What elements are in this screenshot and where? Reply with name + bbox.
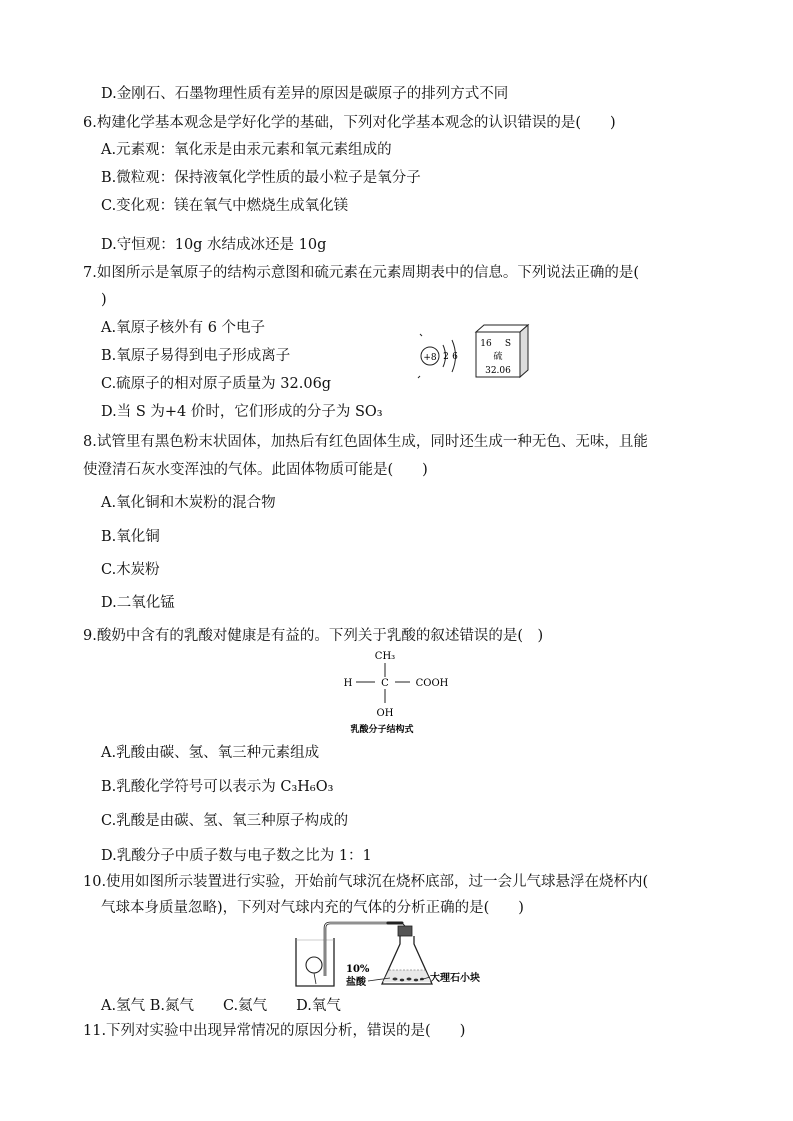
q7-option-d: D.当 S 为+4 价时，它们形成的分子为 SO₃ [101, 404, 383, 420]
q8-option-c: C.木炭粉 [101, 562, 160, 578]
q5-option-d: D.金刚石、石墨物理性质有差异的原因是碳原子的排列方式不同 [101, 86, 509, 102]
structure-caption: 乳酸分子结构式 [350, 725, 414, 735]
q7-option-a: A.氧原子核外有 6 个电子 [101, 320, 266, 336]
q8-option-a: A.氧化铜和木炭粉的混合物 [101, 495, 276, 511]
structure-bottom: OH [376, 708, 394, 719]
element-number: 16 [480, 339, 492, 349]
lactic-acid-structure [335, 646, 465, 738]
q8-option-d: D.二氧化锰 [101, 595, 175, 611]
q7-stem-cont: ) [101, 292, 107, 308]
q10-stem: 10.使用如图所示装置进行实验，开始前气球沉在烧杯底部，过一会儿气球悬浮在烧杯内( [83, 874, 649, 890]
element-mass: 32.06 [485, 366, 511, 376]
solid-label: 大理石小块 [430, 973, 480, 984]
q7-option-c: C.硫原子的相对原子质量为 32.06g [101, 376, 332, 392]
sulfur-element-card [472, 322, 532, 380]
q7-option-b: B.氧原子易得到电子形成离子 [101, 348, 291, 364]
structure-right: COOH [415, 678, 449, 689]
q6-option-c: C.变化观：镁在氧气中燃烧生成氧化镁 [101, 198, 349, 214]
q9-stem: 9.酸奶中含有的乳酸对健康是有益的。下列关于乳酸的叙述错误的是( ) [83, 628, 544, 644]
oxygen-atom-diagram [412, 330, 472, 384]
acid-concentration-label: 10% [346, 964, 370, 975]
structure-left: H [343, 678, 353, 689]
structure-center: C [381, 678, 389, 689]
apparatus-diagram [292, 918, 507, 992]
q6-option-b: B.微粒观：保持液氧化学性质的最小粒子是氧分子 [101, 170, 421, 186]
q6-stem: 6.构建化学基本观念是学好化学的基础，下列对化学基本观念的认识错误的是( ) [83, 115, 616, 131]
structure-top: CH₃ [374, 651, 396, 662]
balloon-shape [306, 957, 322, 973]
atom-shell2-count: 6 [452, 352, 458, 362]
q8-stem-cont: 使澄清石灰水变浑浊的气体。此固体物质可能是( ) [83, 462, 428, 478]
q11-stem: 11.下列对实验中出现异常情况的原因分析，错误的是( ) [83, 1023, 466, 1039]
q10-options: A.氢气 B.氮气 C.氦气 D.氧气 [101, 998, 341, 1014]
q9-option-d: D.乳酸分子中质子数与电子数之比为 1：1 [101, 848, 372, 864]
q9-option-b: B.乳酸化学符号可以表示为 C₃H₆O₃ [101, 779, 334, 795]
q9-option-c: C.乳酸是由碳、氢、氧三种原子构成的 [101, 813, 349, 829]
q6-option-d: D.守恒观：10g 水结成冰还是 10g [101, 237, 327, 253]
atom-nucleus-label: +8 [423, 353, 437, 363]
atom-shell1-count: 2 [443, 352, 449, 362]
q6-option-a: A.元素观：氧化汞是由汞元素和氧元素组成的 [101, 142, 392, 158]
q10-stem-cont: 气球本身质量忽略)，下列对气球内充的气体的分析正确的是( ) [101, 900, 524, 916]
element-name: 硫 [493, 352, 503, 362]
acid-name-label: 盐酸 [346, 977, 366, 988]
q8-option-b: B.氧化铜 [101, 529, 160, 545]
q8-stem: 8.试管里有黑色粉末状固体，加热后有红色固体生成，同时还生成一种无色、无味，且能 [83, 434, 648, 450]
q9-option-a: A.乳酸由碳、氢、氧三种元素组成 [101, 745, 320, 761]
element-symbol: S [504, 339, 512, 349]
q7-stem: 7.如图所示是氧原子的结构示意图和硫元素在元素周期表中的信息。下列说法正确的是( [83, 265, 639, 281]
